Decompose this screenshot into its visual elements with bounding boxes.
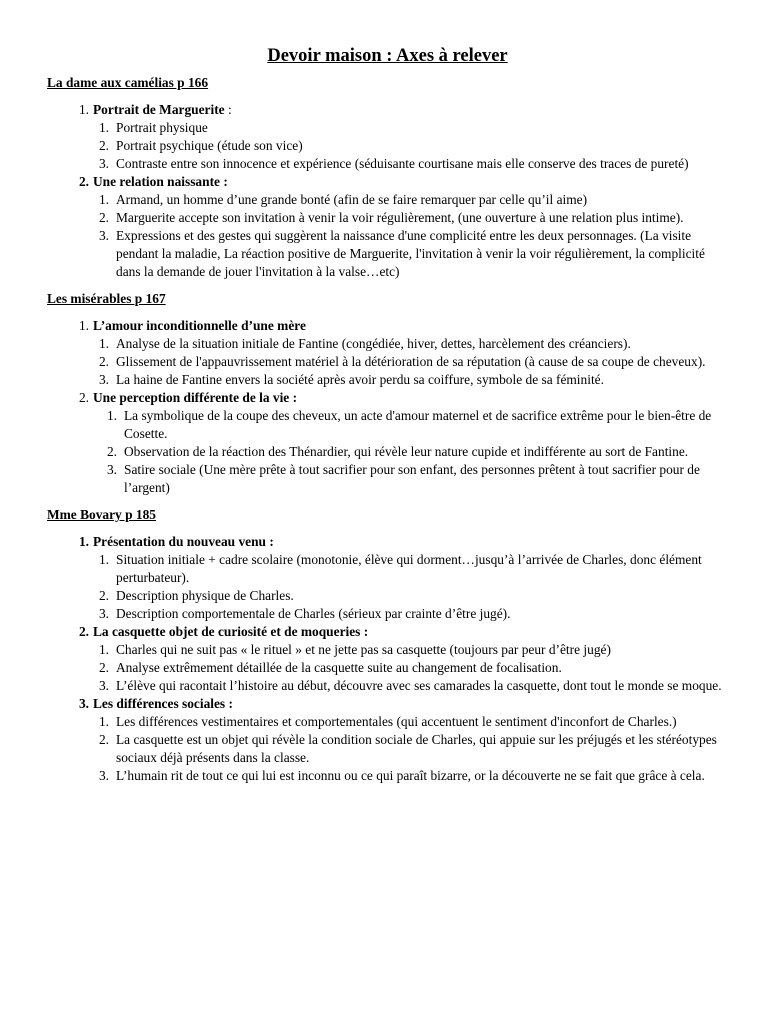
axis-item <box>47 533 728 551</box>
section-heading: Mme Bovary p 185 <box>47 507 156 522</box>
axis-number: 3. <box>78 696 89 711</box>
sub-item-text: Satire sociale (Une mère prête à tout sacrifier pour son enfant, des personnes prêtent à tout sacrifier pour de l’argent) <box>124 462 700 495</box>
sub-item <box>47 551 728 587</box>
sub-item-number: 3. <box>98 768 109 783</box>
sub-item-text: Contraste entre son innocence et expérience (séduisante courtisane mais elle conserve des traces de pureté) <box>116 156 689 171</box>
sub-item-text: Portrait physique <box>116 120 208 135</box>
axis-item <box>47 173 728 191</box>
sub-item <box>47 767 728 785</box>
sub-item-number: 1. <box>98 552 109 567</box>
axis-list <box>47 317 728 497</box>
sub-item <box>47 605 728 623</box>
sub-item-number: 1. <box>98 120 109 135</box>
sub-item <box>47 335 728 353</box>
axis-number: 1. <box>78 102 89 117</box>
sub-item-number: 3. <box>98 678 109 693</box>
sub-item-number: 2. <box>98 138 109 153</box>
sub-item-number: 2. <box>106 444 117 459</box>
axis-list <box>47 101 728 281</box>
sub-item <box>47 443 728 461</box>
sub-item-number: 3. <box>98 606 109 621</box>
sub-item-number: 3. <box>98 228 109 243</box>
axis-item <box>47 623 728 641</box>
sub-item-text: L’élève qui racontait l’histoire au début, découvre avec ses camarades la casquette, dont tout le monde se moque. <box>116 678 722 693</box>
sub-item-number: 2. <box>98 660 109 675</box>
sub-item-number: 3. <box>98 156 109 171</box>
sub-item-text: Charles qui ne suit pas « le rituel » et ne jette pas sa casquette (toujours par peur d’être jugé) <box>116 642 611 657</box>
sub-item <box>47 137 728 155</box>
sub-item <box>47 353 728 371</box>
section-1 <box>47 74 728 281</box>
axis-list <box>47 533 728 785</box>
sub-item-number: 2. <box>98 210 109 225</box>
axis-label: Une perception différente de la vie : <box>93 390 298 405</box>
sub-item-text: La casquette est un objet qui révèle la condition sociale de Charles, qui appuie sur les préjugés et les stéréotypes sociaux déjà présents dans la classe. <box>116 732 717 765</box>
axis-number: 2. <box>78 174 89 189</box>
axis-label: Présentation du nouveau venu : <box>93 534 274 549</box>
axis-item <box>47 101 728 119</box>
sub-item-text: Description comportementale de Charles (sérieux par crainte d’être jugé). <box>116 606 511 621</box>
axis-item <box>47 317 728 335</box>
sub-item-number: 1. <box>98 336 109 351</box>
sub-item <box>47 677 728 695</box>
document-title: Devoir maison : Axes à relever <box>267 46 508 66</box>
sub-item <box>47 155 728 173</box>
axis-number: 2. <box>78 390 89 405</box>
sub-item-text: Les différences vestimentaires et comportementales (qui accentuent le sentiment d'inconfort de Charles.) <box>116 714 677 729</box>
section-heading: Les misérables p 167 <box>47 291 166 306</box>
sub-item-text: Situation initiale + cadre scolaire (monotonie, élève qui dorment…jusqu’à l’arrivée de Charles, donc élément perturbateur). <box>116 552 702 585</box>
axis-label: La casquette objet de curiosité et de moqueries : <box>93 624 369 639</box>
sub-item-text: Marguerite accepte son invitation à venir la voir régulièrement, (une ouverture à une relation plus intime). <box>116 210 684 225</box>
axis-label-suffix: : <box>224 102 232 117</box>
sub-item <box>47 461 728 497</box>
axis-number: 2. <box>78 624 89 639</box>
sub-item-number: 1. <box>98 714 109 729</box>
sub-item-number: 2. <box>98 354 109 369</box>
sub-item-number: 1. <box>98 642 109 657</box>
sub-item-number: 3. <box>106 462 117 477</box>
sub-item-text: La symbolique de la coupe des cheveux, un acte d'amour maternel et de sacrifice extrême pour le bien-être de Cosette. <box>124 408 712 441</box>
section-heading: La dame aux camélias p 166 <box>47 75 209 90</box>
sub-item-text: L’humain rit de tout ce qui lui est inconnu ou ce qui paraît bizarre, or la découverte ne se fait que grâce à cela. <box>116 768 705 783</box>
sub-item <box>47 641 728 659</box>
sub-item-text: La haine de Fantine envers la société après avoir perdu sa coiffure, symbole de sa féminité. <box>116 372 604 387</box>
sub-item-text: Armand, un homme d’une grande bonté (afin de se faire remarquer par celle qu’il aime) <box>116 192 588 207</box>
sub-item <box>47 209 728 227</box>
sub-item <box>47 371 728 389</box>
sub-item-number: 1. <box>106 408 117 423</box>
axis-label: Portrait de Marguerite <box>93 102 225 117</box>
axis-item <box>47 695 728 713</box>
sub-item <box>47 119 728 137</box>
sub-item-number: 2. <box>98 588 109 603</box>
sub-item <box>47 587 728 605</box>
sub-item-text: Expressions et des gestes qui suggèrent la naissance d'une complicité entre les deux personnages. (La visite pendant la maladie, La réaction positive de Marguerite, l'invitation à venir la voir régulièrement, la complicité dans la demande de jouer l'invitation à la valse…etc) <box>116 228 705 279</box>
sub-item <box>47 731 728 767</box>
sub-item <box>47 407 728 443</box>
axis-item <box>47 389 728 407</box>
sub-item <box>47 659 728 677</box>
sub-item-number: 2. <box>98 732 109 747</box>
sub-item <box>47 191 728 209</box>
axis-label: Les différences sociales : <box>93 696 233 711</box>
section-3 <box>47 506 728 785</box>
axis-number: 1. <box>78 534 89 549</box>
sub-item <box>47 713 728 731</box>
axis-label: L’amour inconditionnelle d’une mère <box>93 318 306 333</box>
sub-item-text: Analyse extrêmement détaillée de la casquette suite au changement de focalisation. <box>116 660 562 675</box>
sub-item-number: 3. <box>98 372 109 387</box>
sub-item-text: Description physique de Charles. <box>116 588 294 603</box>
section-2 <box>47 290 728 497</box>
sub-item <box>47 227 728 281</box>
sub-item-text: Observation de la réaction des Thénardier, qui révèle leur nature cupide et indifférente au sort de Fantine. <box>124 444 689 459</box>
sub-item-text: Portrait psychique (étude son vice) <box>116 138 303 153</box>
document-body <box>47 74 728 785</box>
sub-item-text: Glissement de l'appauvrissement matériel à la détérioration de sa réputation (à cause de sa coupe de cheveux). <box>116 354 706 369</box>
axis-number: 1. <box>78 318 89 333</box>
sub-item-text: Analyse de la situation initiale de Fantine (congédiée, hiver, dettes, harcèlement des créanciers). <box>116 336 631 351</box>
sub-item-number: 1. <box>98 192 109 207</box>
axis-label: Une relation naissante : <box>93 174 228 189</box>
